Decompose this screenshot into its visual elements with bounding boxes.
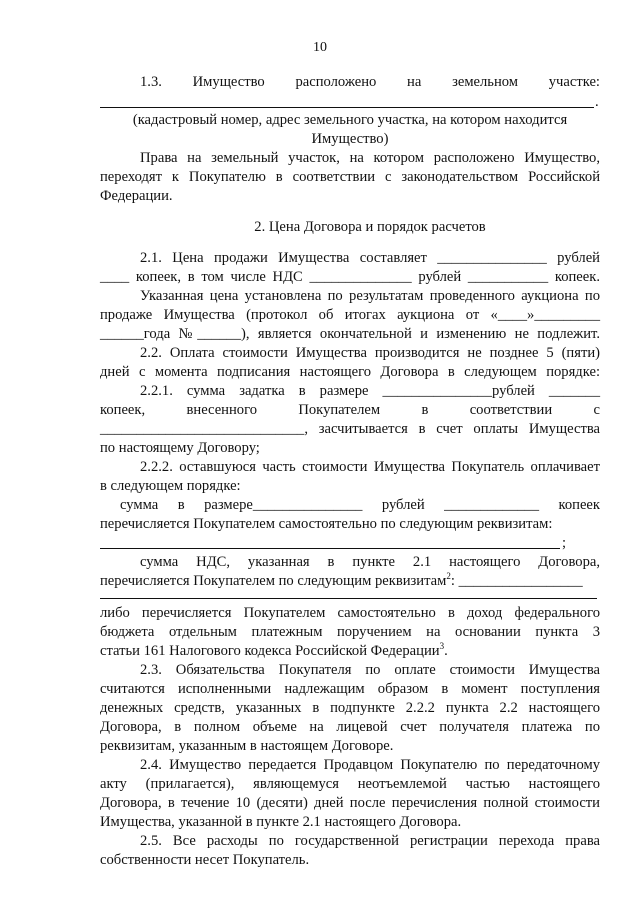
clause-1-3-line-1: 1.3. Имущество расположено на земельном участке:	[140, 74, 600, 90]
budget-line-2: бюджета отдельным платежным поручением на основании пункта 3	[100, 624, 600, 640]
clause-2-1-line-1: 2.1. Цена продажи Имущества составляет _______________ рублей	[140, 250, 600, 266]
clause-2-2-line-1: 2.2. Оплата стоимости Имущества производится не позднее 5 (пяти)	[140, 345, 600, 361]
price-line-2: продаже Имущества (протокол об итогах аукциона от «____»_________	[100, 307, 600, 323]
blank-line	[100, 598, 597, 599]
rights-line-2: переходят к Покупателю в соответствии с законодательством Российской	[100, 169, 600, 185]
clause-2-3-line-2: считаются исполненными надлежащим образом в момент поступления	[100, 681, 600, 697]
clause-2-2-1-line-2: копеек, внесенного Покупателем в соответствии с	[100, 402, 600, 418]
clause-2-2-line-2: дней с момента подписания настоящего Договора в следующем порядке:	[100, 364, 600, 380]
clause-2-4-line-2: акту (прилагается), являющемуся неотъемлемой частью настоящего	[100, 776, 600, 792]
page-number: 10	[313, 40, 327, 55]
footnote-ref-3: 3	[439, 641, 445, 652]
budget-line-3	[100, 641, 600, 661]
blank-line	[100, 548, 560, 549]
footnote-ref-2: 2	[446, 571, 451, 582]
clause-2-3-line-4: Договора, в полном объеме на лицевой счет получателя платежа по	[100, 719, 600, 735]
rights-line-1: Права на земельный участок, на котором расположено Имущество,	[140, 150, 600, 166]
clause-2-5-line-2: собственности несет Покупатель.	[100, 852, 310, 868]
blank-line	[100, 107, 594, 108]
clause-2-2-2-line-2: в следующем порядке:	[100, 478, 241, 494]
rights-line-3: Федерации.	[100, 188, 173, 204]
cadastral-note-line-1: (кадастровый номер, адрес земельного участка, на котором находится	[132, 112, 568, 128]
price-line-3: ______года №______), является окончательной и изменению не подлежит.	[100, 326, 600, 342]
cadastral-note-line-2: Имущество)	[311, 131, 389, 147]
clause-2-1-line-2: ____ копеек, в том числе НДС ______________ рублей ___________ копеек.	[100, 269, 600, 285]
clause-2-2-1-line-4: по настоящему Договору;	[100, 440, 260, 456]
sum-line-1: сумма в размере_______________ рублей _____________ копеек	[120, 497, 600, 513]
budget-line-1: либо перечисляется Покупателем самостоятельно в доход федерального	[100, 605, 600, 621]
sum-line-3-end: ;	[562, 535, 567, 551]
clause-2-2-2-line-1: 2.2.2. оставшуюся часть стоимости Имущества Покупатель оплачивает	[140, 459, 600, 475]
clause-2-4-line-4: Имущества, указанной в пункте 2.1 настоящего Договора.	[100, 814, 462, 830]
budget-line-3-text: статьи 161 Налогового кодекса Российской Федерации	[100, 643, 440, 659]
clause-2-5-line-1: 2.5. Все расходы по государственной регистрации перехода права	[140, 833, 600, 849]
clause-2-3-line-3: денежных средств, указанных в подпункте 2.2.2 пункта 2.2 настоящего	[100, 700, 600, 716]
section-2-title: 2. Цена Договора и порядок расчетов	[254, 219, 486, 235]
clause-2-2-1-line-3: ____________________________, засчитывается в счет оплаты Имущества	[100, 421, 600, 437]
vat-line-2-blank: : _________________	[450, 573, 583, 589]
price-line-1: Указанная цена установлена по результатам проведенного аукциона по	[140, 288, 600, 304]
clause-2-2-1-line-1: 2.2.1. сумма задатка в размере _______________рублей _______	[140, 383, 600, 399]
clause-1-3-line-2: .	[595, 94, 599, 110]
vat-line-1: сумма НДС, указанная в пункте 2.1 настоящего Договора,	[140, 554, 600, 570]
clause-2-3-line-1: 2.3. Обязательства Покупателя по оплате стоимости Имущества	[140, 662, 600, 678]
clause-2-3-line-5: реквизитам, указанным в настоящем Договоре.	[100, 738, 394, 754]
vat-line-2	[100, 571, 600, 591]
clause-2-4-line-1: 2.4. Имущество передается Продавцом Покупателю по передаточному	[140, 757, 600, 773]
sum-line-2: перечисляется Покупателем самостоятельно по следующим реквизитам:	[100, 516, 553, 532]
clause-2-4-line-3: Договора, в течение 10 (десяти) дней после перечисления полной стоимости	[100, 795, 600, 811]
vat-line-2-text: перечисляется Покупателем по следующим реквизитам	[100, 573, 447, 589]
budget-line-3-end: .	[444, 643, 448, 659]
